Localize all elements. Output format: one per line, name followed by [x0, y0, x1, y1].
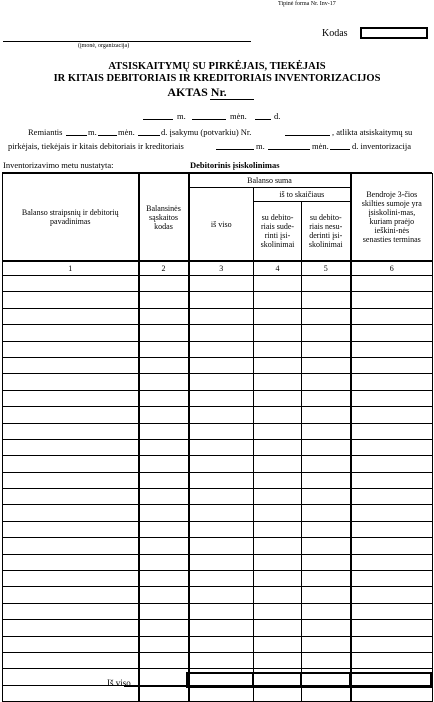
- table-cell[interactable]: [351, 521, 433, 537]
- table-cell[interactable]: [189, 423, 254, 439]
- table-cell[interactable]: [189, 587, 254, 603]
- table-cell[interactable]: [189, 374, 254, 390]
- column-number-5: 5: [302, 261, 351, 276]
- table-cell[interactable]: [351, 439, 433, 455]
- table-cell[interactable]: [302, 276, 351, 292]
- table-cell[interactable]: [3, 325, 139, 341]
- table-cell[interactable]: [302, 456, 351, 472]
- header-of-which: iš to skaičiaus: [254, 188, 351, 202]
- table-cell[interactable]: [302, 292, 351, 308]
- table-cell[interactable]: [189, 538, 254, 554]
- act-number-line[interactable]: [210, 99, 254, 100]
- table-row: [3, 407, 433, 423]
- table-cell[interactable]: [139, 341, 189, 357]
- table-cell[interactable]: [3, 620, 139, 636]
- table-row: [3, 341, 433, 357]
- table-cell[interactable]: [189, 472, 254, 488]
- table-cell[interactable]: [254, 472, 302, 488]
- table-cell[interactable]: [302, 423, 351, 439]
- table-row: [3, 603, 433, 619]
- basis-order-number-line[interactable]: [285, 135, 330, 136]
- table-cell[interactable]: [302, 439, 351, 455]
- total-agreed-cell[interactable]: [252, 672, 302, 688]
- total-limitation-cell[interactable]: [349, 672, 432, 688]
- table-cell[interactable]: [3, 489, 139, 505]
- table-cell[interactable]: [254, 292, 302, 308]
- table-cell[interactable]: [302, 620, 351, 636]
- table-row: [3, 439, 433, 455]
- header-limitation: [351, 174, 433, 262]
- table-cell[interactable]: [254, 325, 302, 341]
- table-cell[interactable]: [302, 636, 351, 652]
- table-cell[interactable]: [351, 325, 433, 341]
- table-cell[interactable]: [351, 636, 433, 652]
- table-row: [3, 521, 433, 537]
- table-row: [3, 652, 433, 668]
- table-cell[interactable]: [139, 456, 189, 472]
- table-cell[interactable]: [351, 308, 433, 324]
- date-year-label: m.: [177, 111, 186, 121]
- table-cell[interactable]: [302, 407, 351, 423]
- table-cell[interactable]: [351, 292, 433, 308]
- header-disagreed-debts-text: su debito-riais nesu-derinti įsi-skolinimai: [308, 213, 343, 249]
- inventory-table: [2, 173, 433, 702]
- table-cell[interactable]: [351, 276, 433, 292]
- inventory-month-line[interactable]: [268, 149, 310, 150]
- header-account-code: [139, 174, 189, 262]
- table-cell[interactable]: [3, 308, 139, 324]
- basis-year-line[interactable]: [66, 135, 87, 136]
- document-title-line1: ATSISKAITYMŲ SU PIRKĖJAIS, TIEKĖJAIS: [108, 61, 326, 72]
- table-cell[interactable]: [189, 308, 254, 324]
- table-cell[interactable]: [139, 685, 189, 701]
- table-cell[interactable]: [302, 603, 351, 619]
- table-cell[interactable]: [139, 357, 189, 373]
- table-cell[interactable]: [302, 390, 351, 406]
- table-row: [3, 276, 433, 292]
- inventory-year-line[interactable]: [216, 149, 254, 150]
- table-cell[interactable]: [3, 636, 139, 652]
- header-disagreed-debts: [302, 202, 351, 262]
- column-number-1: 1: [3, 261, 139, 276]
- table-cell[interactable]: [254, 538, 302, 554]
- basis-suffix: , atlikta atsiskaitymų su: [332, 127, 413, 137]
- found-label: Inventorizavimo metu nustatyta:: [3, 160, 114, 170]
- table-cell[interactable]: [302, 571, 351, 587]
- table-cell[interactable]: [254, 554, 302, 570]
- table-cell[interactable]: [3, 341, 139, 357]
- table-cell[interactable]: [139, 489, 189, 505]
- table-cell[interactable]: [351, 538, 433, 554]
- table-row: [3, 390, 433, 406]
- table-cell[interactable]: [254, 439, 302, 455]
- table-cell[interactable]: [302, 357, 351, 373]
- table-cell[interactable]: [189, 390, 254, 406]
- date-year-line[interactable]: [143, 119, 173, 120]
- column-number-2: 2: [139, 261, 189, 276]
- table-row: [3, 571, 433, 587]
- basis-prefix: Remiantis: [28, 127, 63, 137]
- table-cell[interactable]: [189, 571, 254, 587]
- basis-order-label: d. įsakymu (potvarkiu) Nr.: [161, 127, 252, 137]
- table-row: [3, 308, 433, 324]
- table-cell[interactable]: [3, 652, 139, 668]
- table-cell[interactable]: [3, 554, 139, 570]
- table-cell[interactable]: [189, 341, 254, 357]
- table-cell[interactable]: [3, 587, 139, 603]
- table-row: [3, 587, 433, 603]
- table-cell[interactable]: [302, 505, 351, 521]
- inventory-month-label: mėn.: [312, 141, 329, 151]
- table-cell[interactable]: [189, 636, 254, 652]
- table-cell[interactable]: [189, 620, 254, 636]
- table-row: [3, 423, 433, 439]
- table-cell[interactable]: [3, 407, 139, 423]
- debt-section-title: Debitorinis įsiskolinimas: [190, 160, 280, 170]
- organization-line[interactable]: [3, 41, 251, 42]
- table-cell[interactable]: [3, 472, 139, 488]
- table-row: [3, 374, 433, 390]
- table-cell[interactable]: [254, 456, 302, 472]
- table-cell[interactable]: [351, 554, 433, 570]
- total-label: Iš viso: [107, 678, 131, 688]
- inventory-year-label: m.: [256, 141, 265, 151]
- table-cell[interactable]: [189, 554, 254, 570]
- table-cell[interactable]: [139, 652, 189, 668]
- table-cell[interactable]: [351, 357, 433, 373]
- table-row: [3, 456, 433, 472]
- table-cell[interactable]: [302, 587, 351, 603]
- header-item-name: [3, 174, 139, 262]
- table-cell[interactable]: [189, 652, 254, 668]
- table-cell[interactable]: [139, 669, 189, 685]
- total-label-line: [124, 686, 186, 687]
- basis-month-line[interactable]: [98, 135, 117, 136]
- table-cell[interactable]: [254, 390, 302, 406]
- table-cell[interactable]: [189, 603, 254, 619]
- header-agreed-debts: [254, 202, 302, 262]
- table-row: [3, 505, 433, 521]
- table-row: [3, 538, 433, 554]
- table-cell[interactable]: [351, 620, 433, 636]
- table-cell[interactable]: [139, 505, 189, 521]
- table-cell[interactable]: [351, 587, 433, 603]
- table-cell[interactable]: [351, 652, 433, 668]
- table-cell[interactable]: [254, 341, 302, 357]
- table-cell[interactable]: [302, 538, 351, 554]
- table-cell[interactable]: [302, 374, 351, 390]
- table-cell[interactable]: [139, 636, 189, 652]
- table-cell[interactable]: [139, 423, 189, 439]
- date-month-label: mėn.: [230, 111, 247, 121]
- table-cell[interactable]: [3, 603, 139, 619]
- table-cell[interactable]: [139, 620, 189, 636]
- total-sum-cell[interactable]: [186, 672, 254, 688]
- table-cell[interactable]: [351, 456, 433, 472]
- table-row: [3, 357, 433, 373]
- table-row: [3, 620, 433, 636]
- table-cell[interactable]: [302, 472, 351, 488]
- table-cell[interactable]: [351, 571, 433, 587]
- table-cell[interactable]: [254, 423, 302, 439]
- code-label: Kodas: [322, 28, 348, 39]
- table-cell[interactable]: [3, 439, 139, 455]
- table-cell[interactable]: [139, 374, 189, 390]
- table-cell[interactable]: [139, 390, 189, 406]
- table-row: [3, 472, 433, 488]
- table-cell[interactable]: [254, 374, 302, 390]
- basis-year-label: m.: [88, 127, 97, 137]
- table-cell[interactable]: [3, 276, 139, 292]
- table-cell[interactable]: [254, 603, 302, 619]
- table-cell[interactable]: [3, 374, 139, 390]
- table-cell[interactable]: [189, 505, 254, 521]
- table-cell[interactable]: [302, 652, 351, 668]
- table-row: [3, 636, 433, 652]
- table-cell[interactable]: [189, 325, 254, 341]
- table-cell[interactable]: [139, 325, 189, 341]
- inventory-suffix: d. inventorizacija: [352, 141, 412, 151]
- table-cell[interactable]: [254, 407, 302, 423]
- date-day-label: d.: [274, 111, 281, 121]
- table-cell[interactable]: [254, 571, 302, 587]
- table-cell[interactable]: [189, 456, 254, 472]
- table-cell[interactable]: [139, 276, 189, 292]
- table-cell[interactable]: [254, 357, 302, 373]
- table-cell[interactable]: [351, 390, 433, 406]
- document-title-line3: AKTAS Nr.: [167, 85, 227, 99]
- table-cell[interactable]: [254, 652, 302, 668]
- basis-month-label: mėn.: [118, 127, 135, 137]
- document-title-line2: IR KITAIS DEBITORIAIS IR KREDITORIAIS INVENTORIZACIJOS: [53, 73, 381, 84]
- table-cell[interactable]: [302, 521, 351, 537]
- table-cell[interactable]: [302, 489, 351, 505]
- table-row: [3, 554, 433, 570]
- table-cell[interactable]: [302, 325, 351, 341]
- header-account-code-text: Balansinės sąskaitos kodas: [146, 203, 181, 231]
- table-cell[interactable]: [139, 538, 189, 554]
- header-balance-sum: Balanso suma: [189, 174, 351, 188]
- table-cell[interactable]: [351, 489, 433, 505]
- table-cell[interactable]: [139, 472, 189, 488]
- header-agreed-debts-text: su debito-riais sude-rinti įsi-skolinimai: [260, 213, 295, 249]
- table-cell[interactable]: [139, 308, 189, 324]
- code-box[interactable]: [360, 27, 428, 39]
- table-cell[interactable]: [3, 505, 139, 521]
- table-cell[interactable]: [189, 357, 254, 373]
- basis-day-line[interactable]: [138, 135, 160, 136]
- table-cell[interactable]: [3, 357, 139, 373]
- table-cell[interactable]: [139, 407, 189, 423]
- column-number-4: 4: [254, 261, 302, 276]
- column-number-3: 3: [189, 261, 254, 276]
- table-cell[interactable]: [254, 489, 302, 505]
- table-cell[interactable]: [254, 636, 302, 652]
- table-cell[interactable]: [254, 587, 302, 603]
- table-cell[interactable]: [3, 390, 139, 406]
- header-limitation-text: Bendroje 3-čios skilties sumoje yra įsiskolini-mas, kuriam praėjo ieškini-nės senasties terminas: [361, 190, 422, 244]
- table-row: [3, 292, 433, 308]
- table-cell[interactable]: [351, 505, 433, 521]
- table-cell[interactable]: [139, 603, 189, 619]
- table-cell[interactable]: [189, 489, 254, 505]
- table-cell[interactable]: [254, 620, 302, 636]
- total-disagreed-cell[interactable]: [300, 672, 351, 688]
- table-row: [3, 325, 433, 341]
- table-cell[interactable]: [139, 571, 189, 587]
- table-cell[interactable]: [351, 423, 433, 439]
- table-cell[interactable]: [139, 292, 189, 308]
- table-cell[interactable]: [254, 505, 302, 521]
- header-total: iš viso: [189, 188, 254, 262]
- header-item-name-text: Balanso straipsnių ir debitorių pavadinimas: [21, 208, 119, 226]
- table-cell[interactable]: [351, 374, 433, 390]
- inventory-day-line[interactable]: [330, 149, 350, 150]
- column-number-6: 6: [351, 261, 433, 276]
- form-number: Tipinė forma Nr. Inv-17: [278, 1, 336, 7]
- table-cell[interactable]: [351, 407, 433, 423]
- organization-caption: (įmonė, organizacija): [78, 43, 130, 49]
- table-cell[interactable]: [189, 276, 254, 292]
- table-cell[interactable]: [189, 521, 254, 537]
- table-cell[interactable]: [139, 587, 189, 603]
- table-cell[interactable]: [3, 456, 139, 472]
- table-cell[interactable]: [351, 472, 433, 488]
- table-cell[interactable]: [302, 554, 351, 570]
- table-cell[interactable]: [254, 521, 302, 537]
- date-month-line[interactable]: [192, 119, 226, 120]
- basis-line2-prefix: pirkėjais, tiekėjais ir kitais debitoriais ir kreditoriais: [8, 141, 184, 151]
- table-cell[interactable]: [351, 603, 433, 619]
- table-cell[interactable]: [3, 292, 139, 308]
- table-cell[interactable]: [3, 538, 139, 554]
- table-cell[interactable]: [302, 341, 351, 357]
- table-cell[interactable]: [254, 276, 302, 292]
- table-cell[interactable]: [254, 308, 302, 324]
- table-cell[interactable]: [189, 407, 254, 423]
- table-cell[interactable]: [139, 554, 189, 570]
- table-cell[interactable]: [139, 439, 189, 455]
- table-cell[interactable]: [189, 439, 254, 455]
- table-cell[interactable]: [3, 571, 139, 587]
- table-cell[interactable]: [3, 423, 139, 439]
- table-row: [3, 489, 433, 505]
- table-cell[interactable]: [351, 341, 433, 357]
- table-cell[interactable]: [189, 292, 254, 308]
- table-cell[interactable]: [302, 308, 351, 324]
- date-day-line[interactable]: [255, 119, 271, 120]
- table-cell[interactable]: [3, 521, 139, 537]
- table-cell[interactable]: [139, 521, 189, 537]
